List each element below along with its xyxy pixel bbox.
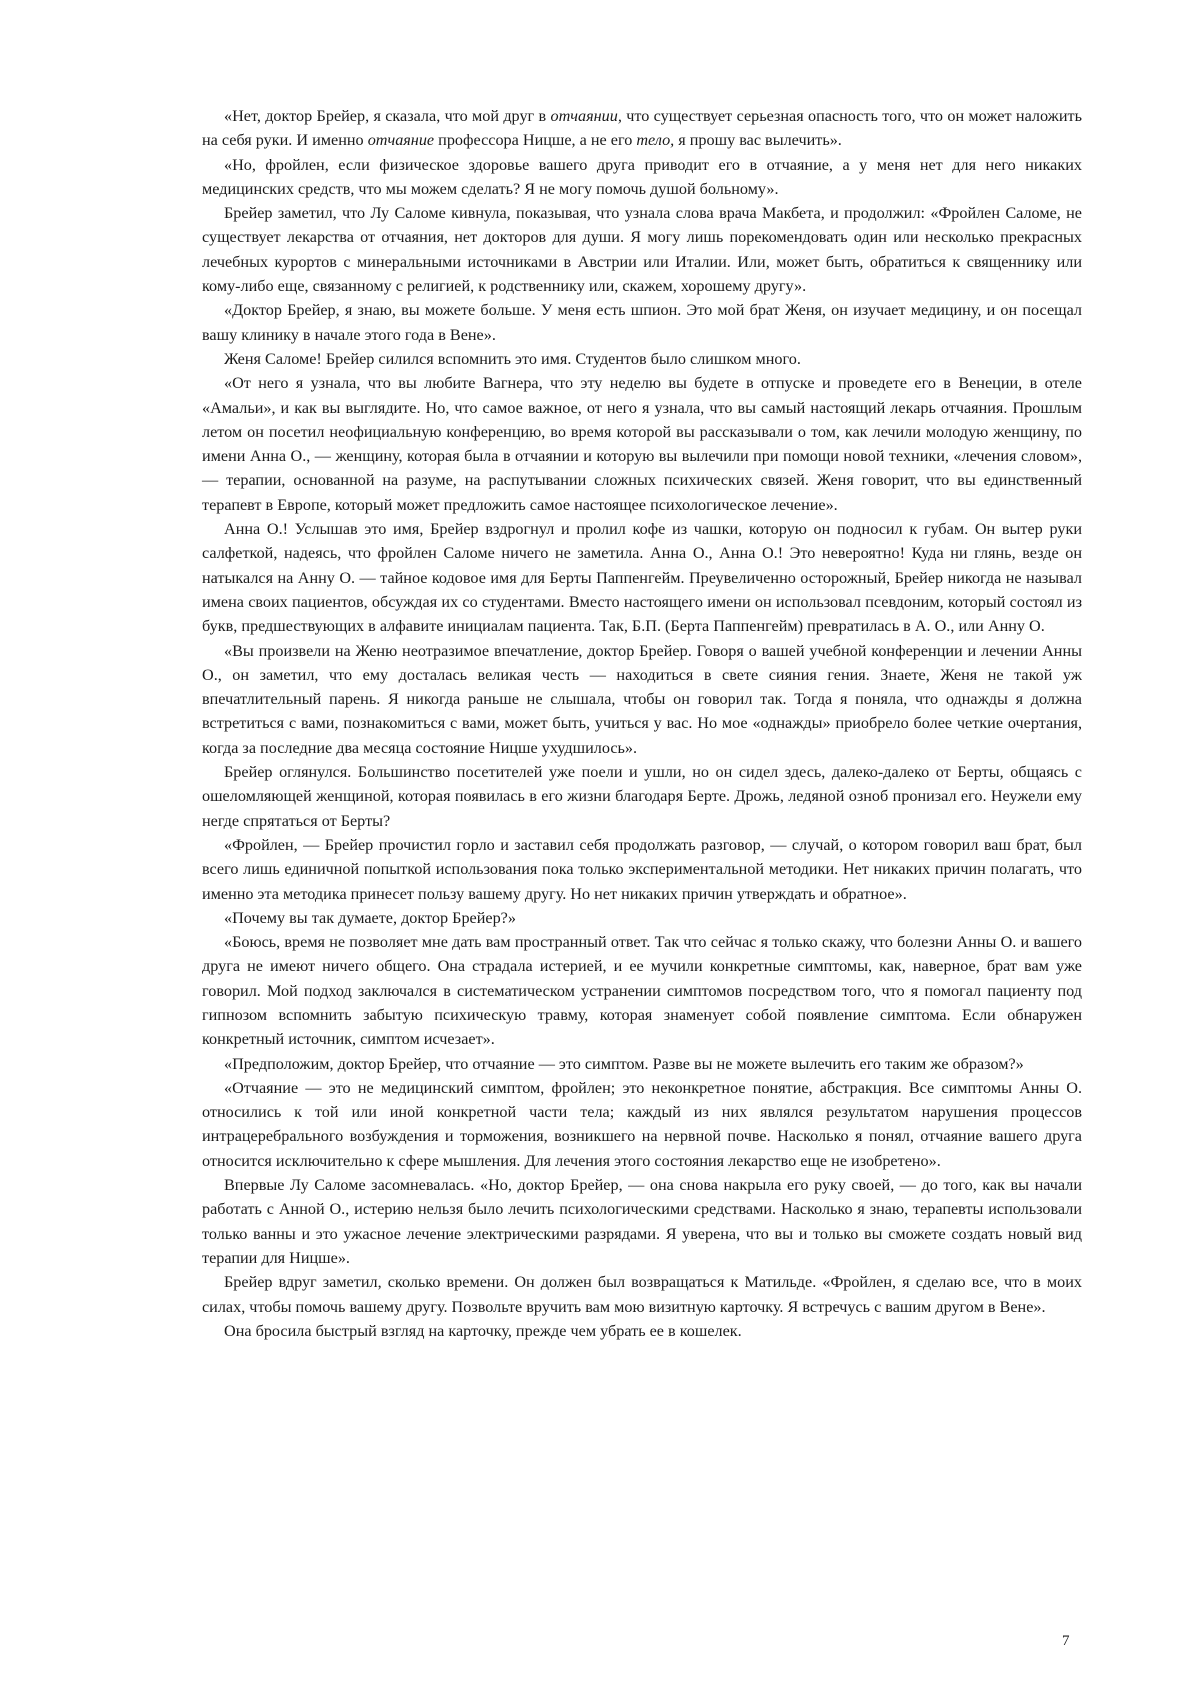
- text-run: «Почему вы так думаете, доктор Брейер?»: [224, 909, 516, 927]
- text-run: Брейер оглянулся. Большинство посетителей уже поели и ушли, но он сидел здесь, далеко-далеко от Берты, общаясь с ошеломляющей женщиной, которая появилась в его жизни благодаря Берте. Дрожь, ледяной озноб пронизал его. Неужели ему негде спрятаться от Берты?: [202, 763, 1082, 830]
- text-run: Брейер заметил, что Лу Саломе кивнула, показывая, что узнала слова врача Макбета, и продол­жил: «Фройлен Саломе, не существует лекарства от отчаяния, нет докторов для души. Я могу лишь порекомендовать один или несколько прекрасных лечебных курортов с минеральными источниками в Австрии или Италии. Или, может быть, обратиться к священнику или кому-либо еще, связанному с религией, к родственнику или, скажем, хорошему другу».: [202, 204, 1082, 295]
- paragraph: [202, 639, 1082, 760]
- text-run: что существует серьезная опасность того, что он может наложить на себя руки. И именно: [202, 107, 1082, 149]
- paragraph: [202, 153, 1082, 202]
- text-run: «Отчаяние — это не медицинский симптом, фройлен; это неконкретное понятие, абстракция. Все симптомы Анны О. относились к той или иной конкретной части тела; каждый из них являлся резуль­татом нарушения процессов интрацеребрального возбуждения и торможения, возникшего на нервной почве. Насколько я понял, отчаяние вашего друга относится исключительно к сфере мышления. Для лечения этого состояния лекарство еще не изобретено».: [202, 1079, 1082, 1170]
- paragraph: [202, 760, 1082, 833]
- paragraph: [202, 347, 1082, 371]
- paragraph: [202, 201, 1082, 298]
- text-run: «Доктор Брейер, я знаю, вы можете больше. У меня есть шпион. Это мой брат Женя, он изучает медицину, и он посещал вашу клинику в начале этого года в Вене».: [202, 301, 1082, 343]
- text-run: Женя Саломе! Брейер силился вспомнить это имя. Студентов было слишком много.: [224, 350, 801, 368]
- text-run: «Предположим, доктор Брейер, что отчаяние — это симптом. Разве вы не можете вылечить его таким же образом?»: [224, 1055, 1024, 1073]
- text-run: «Фройлен, — Брейер прочистил горло и заставил себя продолжать разговор, — случай, о котором говорил ваш брат, был всего лишь единичной попыткой использования пока только эксперименталь­ной методики. Нет никаких причин полагать, что именно эта методика принесет пользу вашему дру­гу. Но нет никаких причин утверждать и обратное».: [202, 836, 1082, 903]
- text-run: «Вы произвели на Женю неотразимое впечатление, доктор Брейер. Говоря о вашей учебной кон­ференции и лечении Анны О., он заметил, что ему досталась великая честь — находиться в свете сия­ния гения. Знаете, Женя не такой уж впечатлительный парень. Я никогда раньше не слышала, чтобы он говорил так. Тогда я поняла, что однажды я должна встретиться с вами, познакомиться с вами, может быть, учиться у вас. Но мое «однажды» приобрело более четкие очертания, когда за последние два месяца состояние Ницше ухудшилось».: [202, 642, 1082, 757]
- page-number: 7: [1062, 1632, 1070, 1650]
- text-run: «Боюсь, время не позволяет мне дать вам пространный ответ. Так что сейчас я только скажу, что болезни Анны О. и вашего друга не имеют ничего общего. Она страдала истерией, и ее мучили кон­кретные симптомы, как, наверное, брат вам уже говорил. Мой подход заключался в систематическом устранении симптомов посредством того, что я помогал пациенту под гипнозом вспомнить забытую психическую травму, которая знаменует собой появление симптома. Если обнаружен конкретный источник, симптом исчезает».: [202, 933, 1082, 1048]
- italic-run: отчаянии,: [550, 107, 621, 125]
- paragraph: [202, 930, 1082, 1051]
- text-run: «Нет, доктор Брейер, я сказала, что мой друг в: [224, 107, 550, 125]
- text-run: Брейер вдруг заметил, сколько времени. Он должен был возвращаться к Матильде. «Фройлен, я сделаю все, что в моих силах, чтобы помочь вашему другу. Позвольте вручить вам мою визитную карточку. Я встречусь с вашим другом в Вене».: [202, 1273, 1082, 1315]
- paragraph: [202, 371, 1082, 517]
- paragraph: [202, 906, 1082, 930]
- text-run: «Но, фройлен, если физическое здоровье вашего друга приводит его в отчаяние, а у меня нет для него никаких медицинских средств, что мы можем сделать? Я не могу помочь душой больному».: [202, 156, 1082, 198]
- paragraph: [202, 1270, 1082, 1319]
- text-run: профессора Ницше, а не его: [434, 131, 636, 149]
- paragraph: [202, 298, 1082, 347]
- italic-run: тело,: [636, 131, 674, 149]
- paragraph: [202, 1076, 1082, 1173]
- paragraph: [202, 104, 1082, 153]
- paragraph: [202, 1319, 1082, 1343]
- text-run: я прошу вас вылечить».: [674, 131, 842, 149]
- text-run: Она бросила быстрый взгляд на карточку, прежде чем убрать ее в кошелек.: [224, 1322, 742, 1340]
- italic-run: отчаяние: [368, 131, 434, 149]
- paragraph: [202, 517, 1082, 638]
- text-run: «От него я узнала, что вы любите Вагнера, что эту неделю вы будете в отпуске и проведете его в Венеции, в отеле «Амальи», и как вы выглядите. Но, что самое важное, от него я узнала, что вы самый настоящий лекарь отчаяния. Прошлым летом он посетил неофициальную конференцию, во время которой вы рассказывали о том, как лечили молодую женщину, по имени Анна О., — женщину, кото­рая была в отчаянии и которую вы вылечили при помощи новой техники, «лечения словом», — тера­пии, основанной на разуме, на распутывании сложных психических связей. Женя говорит, что вы единственный терапевт в Европе, который может предложить самое настоящее психологическое ле­чение».: [202, 374, 1082, 513]
- paragraph: [202, 1173, 1082, 1270]
- paragraph: [202, 1052, 1082, 1076]
- paragraph: [202, 833, 1082, 906]
- page-body-text: [202, 104, 1082, 1343]
- text-run: Анна О.! Услышав это имя, Брейер вздрогнул и пролил кофе из чашки, которую он подносил к гу­бам. Он вытер руки салфеткой, надеясь, что фройлен Саломе ничего не заметила. Анна О., Анна О.! Это невероятно! Куда ни глянь, везде он натыкался на Анну О. — тайное кодовое имя для Берты Паппенгейм. Преувеличенно осторожный, Брейер никогда не называл имена своих пациентов, обсу­ждая их со студентами. Вместо настоящего имени он использовал псевдоним, который состоял из букв, предшествующих в алфавите инициалам пациента. Так, Б.П. (Берта Паппенгейм) превратилась в А. О., или Анну О.: [202, 520, 1082, 635]
- text-run: Впервые Лу Саломе засомневалась. «Но, доктор Брейер, — она снова накрыла его руку своей, — до того, как вы начали работать с Анной О., истерию нельзя было лечить психологическими средст­вами. Насколько я знаю, терапевты использовали только ванны и это ужасное лечение электрически­ми разрядами. Я уверена, что вы и только вы сможете создать новый вид терапии для Ницше».: [202, 1176, 1082, 1267]
